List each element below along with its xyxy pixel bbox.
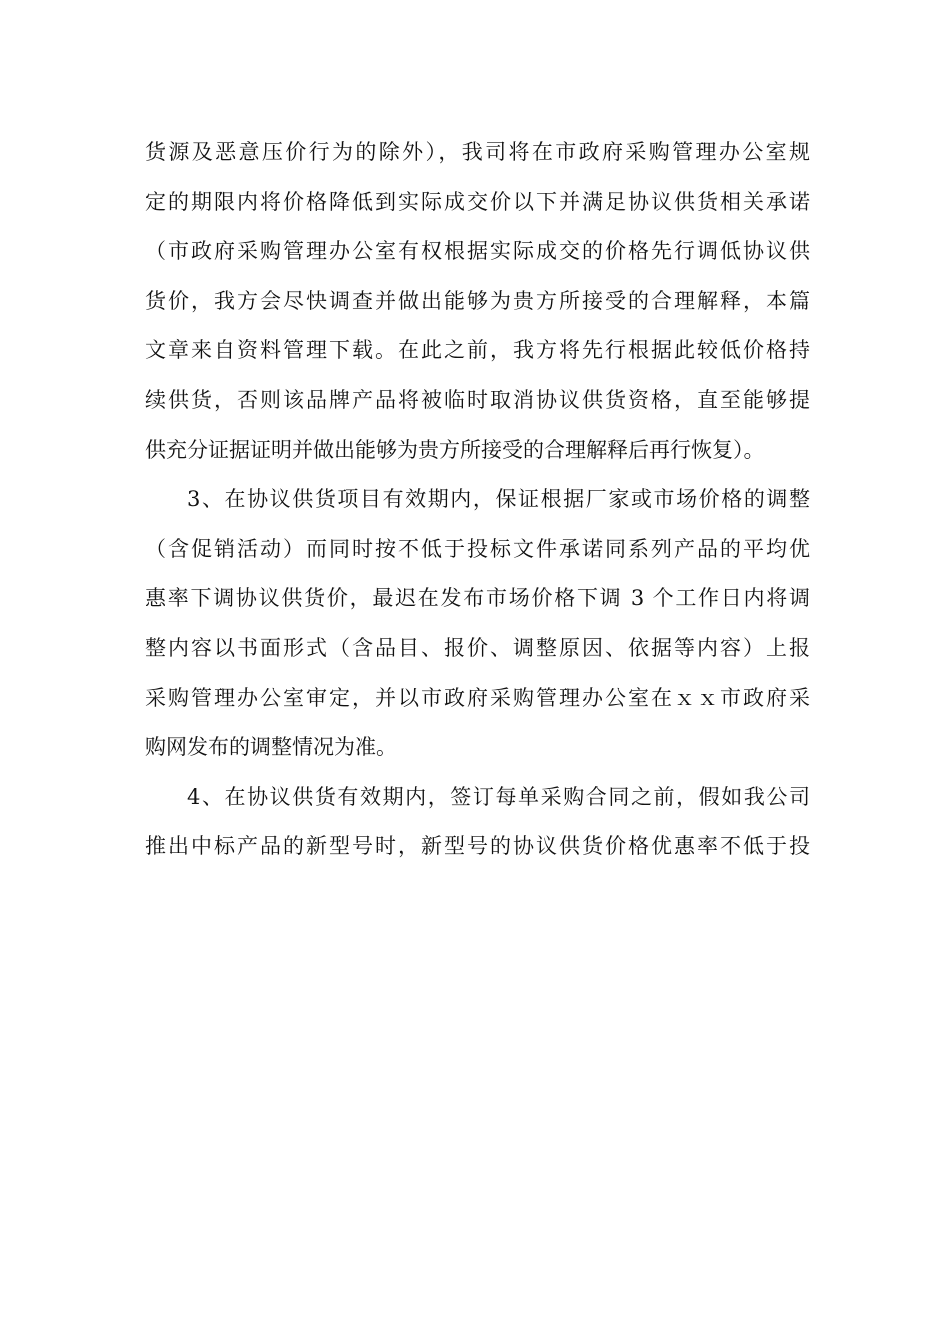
text-line: 货价，我方会尽快调查并做出能够为贵方所接受的合理解释，本篇 — [145, 288, 810, 313]
paragraph-3-start: 3、在协议供货项目有效期内，保证根据厂家或市场价格的调整 — [187, 487, 810, 512]
text-line: 推出中标产品的新型号时，新型号的协议供货价格优惠率不低于投 — [145, 834, 810, 859]
body-text — [145, 128, 810, 872]
text-line: 供充分证据证明并做出能够为贵方所接受的合理解释后再行恢复）。 — [145, 437, 765, 462]
text-line: 采购管理办公室审定，并以市政府采购管理办公室在ｘｘ市政府采 — [145, 685, 810, 710]
text-line: 惠率下调协议供货价，最迟在发布市场价格下调 3 个工作日内将调 — [145, 586, 810, 611]
paragraph-4-start: 4、在协议供货有效期内，签订每单采购合同之前，假如我公司 — [187, 784, 810, 809]
text-line: 货源及恶意压价行为的除外），我司将在市政府采购管理办公室规 — [145, 140, 810, 164]
text-line: 购网发布的调整情况为准。 — [145, 735, 397, 760]
text-line: （含促销活动）而同时按不低于投标文件承诺同系列产品的平均优 — [145, 536, 810, 561]
text-line: 续供货，否则该品牌产品将被临时取消协议供货资格，直至能够提 — [145, 387, 810, 412]
text-line: 定的期限内将价格降低到实际成交价以下并满足协议供货相关承诺 — [145, 189, 810, 214]
text-line: （市政府采购管理办公室有权根据实际成交的价格先行调低协议供 — [145, 239, 810, 264]
text-line: 文章来自资料管理下载。在此之前，我方将先行根据此较低价格持 — [145, 338, 810, 363]
text-line: 整内容以书面形式（含品目、报价、调整原因、依据等内容）上报 — [145, 635, 810, 660]
